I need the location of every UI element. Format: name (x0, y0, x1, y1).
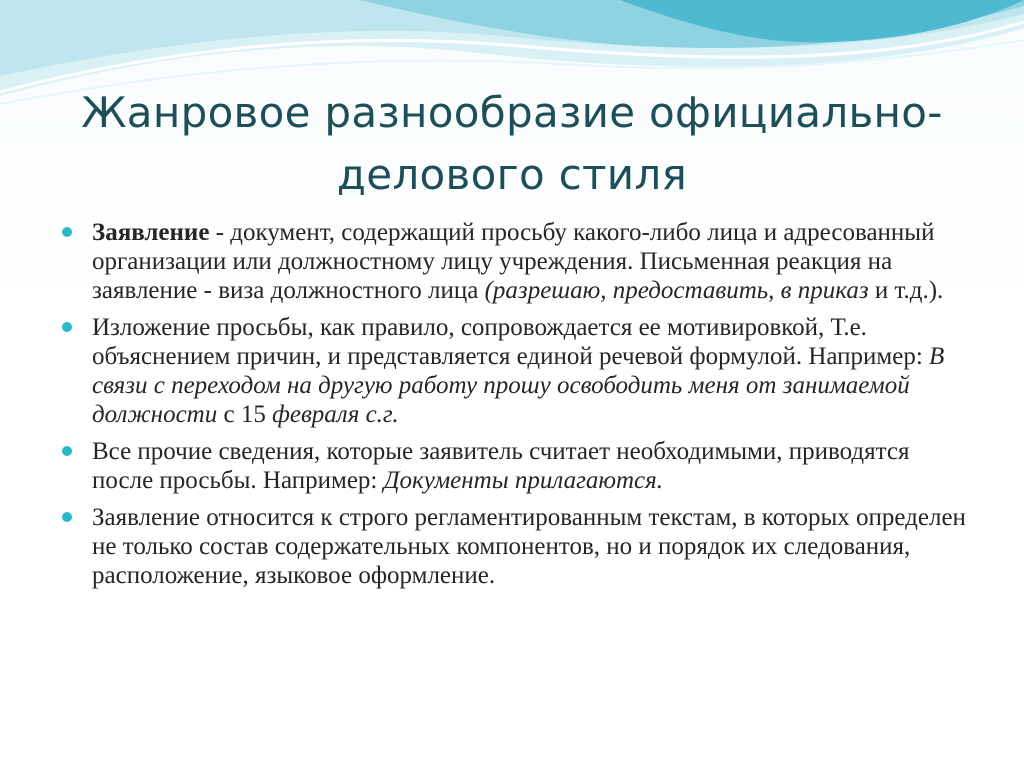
bullet-list (62, 218, 972, 598)
title-line-2: делового стиля (336, 150, 688, 199)
bullet-text: Все прочие сведения, которые заявитель считает необходимыми, приводятся после просьбы. Например: (92, 438, 910, 494)
bullet-example: Документы прилагаются. (383, 467, 664, 494)
bullet-term: Заявление (92, 219, 210, 246)
bullet-icon (62, 227, 72, 237)
bullet-example-date: февраля с.г. (272, 401, 399, 428)
title-line-1: Жанровое разнообразие официально- (81, 88, 943, 137)
slide-title (40, 82, 984, 206)
bullet-tail: с 15 (217, 401, 273, 428)
bullet-tail: и т.д.). (868, 277, 944, 304)
bullet-item-izlozhenie (62, 313, 972, 429)
bullet-icon (62, 512, 72, 522)
bullet-example: (разрешаю, предоставить, в приказ (484, 277, 869, 304)
bullet-text: - документ, содержащий просьбу какого-либо лица и адресованный организации или должностному лицу учреждения. Письменная реакция на заявление - виза должностного лица (92, 219, 935, 304)
bullet-item-reglament (62, 503, 972, 590)
bullet-example: В связи с переходом на другую работу прошу освободить меня от занимаемой должности (92, 343, 945, 428)
bullet-item-zayavlenie (62, 218, 972, 305)
bullet-item-svedeniya (62, 437, 972, 495)
bullet-text: Заявление относится к строго регламентированным текстам, в которых определен не только состав содержательных компонентов, но и порядок их следования, расположение, языковое оформление. (92, 504, 966, 589)
bullet-icon (62, 446, 72, 456)
bullet-text: Изложение просьбы, как правило, сопровождается ее мотивировкой, Т.е. объяснением причин, и представляется единой речевой формулой. Например: (92, 314, 930, 370)
bullet-icon (62, 322, 72, 332)
